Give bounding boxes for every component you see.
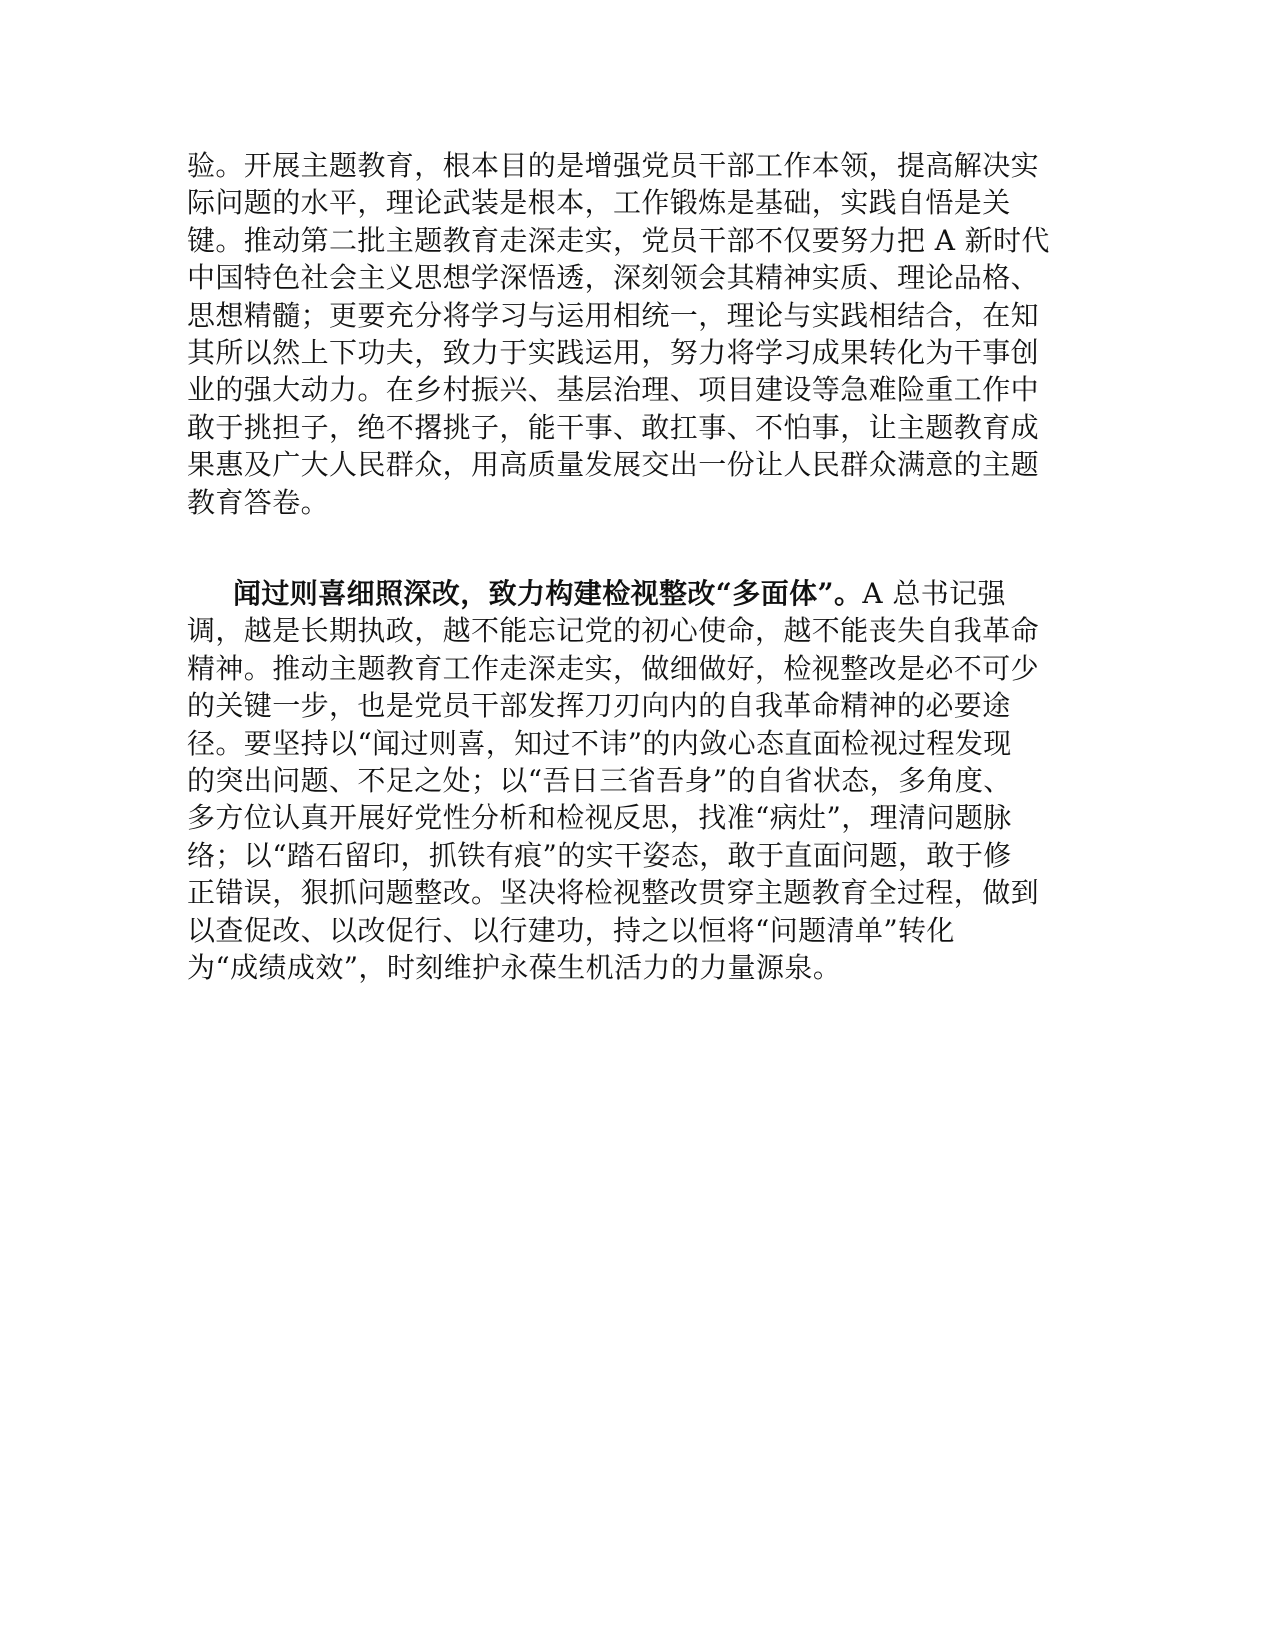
paragraph-line: 思想精髓；更要充分将学习与运用相统一，理论与实践相结合，在知 (187, 298, 1040, 332)
paragraph-line: 教育答卷。 (187, 485, 330, 519)
paragraph-line: 多方位认真开展好党性分析和检视反思，找准“病灶”，理清问题脉 (187, 801, 1012, 835)
paragraph-line: 络；以“踏石留印，抓铁有痕”的实干姿态，敢于直面问题，敢于修 (187, 838, 1012, 872)
paragraph-2 (187, 575, 1067, 986)
paragraph-line: 以查促改、以改促行、以行建功，持之以恒将“问题清单”转化 (187, 913, 955, 947)
paragraph-line: 业的强大动力。在乡村振兴、基层治理、项目建设等急难险重工作中 (187, 373, 1040, 407)
paragraph-line: 敢于挑担子，绝不撂挑子，能干事、敢扛事、不怕事，让主题教育成 (187, 410, 1040, 444)
paragraph-1 (187, 147, 1067, 521)
paragraph-line: 正错误，狠抓问题整改。坚决将检视整改贯穿主题教育全过程，做到 (187, 876, 1040, 910)
paragraph-line: 为“成绩成效”，时刻维护永葆生机活力的力量源泉。 (187, 950, 842, 984)
paragraph-line: 的突出问题、不足之处；以“吾日三省吾身”的自省状态，多角度、 (187, 763, 1012, 797)
paragraph-line: 精神。推动主题教育工作走深走实，做细做好，检视整改是必不可少 (187, 651, 1040, 685)
paragraph-line: 中国特色社会主义思想学深悟透，深刻领会其精神实质、理论品格、 (187, 261, 1040, 295)
paragraph-line: 其所以然上下功夫，致力于实践运用，努力将学习成果转化为干事创 (187, 335, 1040, 369)
paragraph-line: 调，越是长期执政，越不能忘记党的初心使命，越不能丧失自我革命 (187, 614, 1040, 648)
paragraph-line: 果惠及广大人民群众，用高质量发展交出一份让人民群众满意的主题 (187, 448, 1040, 482)
paragraph-heading-rest: A 总书记强 (862, 577, 1006, 610)
paragraph-heading: 闻过则喜细照深改，致力构建检视整改“多面体”。 (233, 577, 863, 610)
paragraph-line: 验。开展主题教育，根本目的是增强党员干部工作本领，提高解决实 (187, 149, 1040, 182)
paragraph-line: 键。推动第二批主题教育走深走实，党员干部不仅要努力把 A 新时代 (187, 223, 1050, 257)
paragraph-line: 际问题的水平，理论武装是根本，工作锻炼是基础，实践自悟是关 (187, 186, 1011, 220)
paragraph-line: 的关键一步，也是党员干部发挥刀刃向内的自我革命精神的必要途 (187, 689, 1011, 723)
paragraph-line: 径。要坚持以“闻过则喜，知过不讳”的内敛心态直面检视过程发现 (187, 726, 1012, 760)
paragraph-first-line (187, 575, 1067, 612)
